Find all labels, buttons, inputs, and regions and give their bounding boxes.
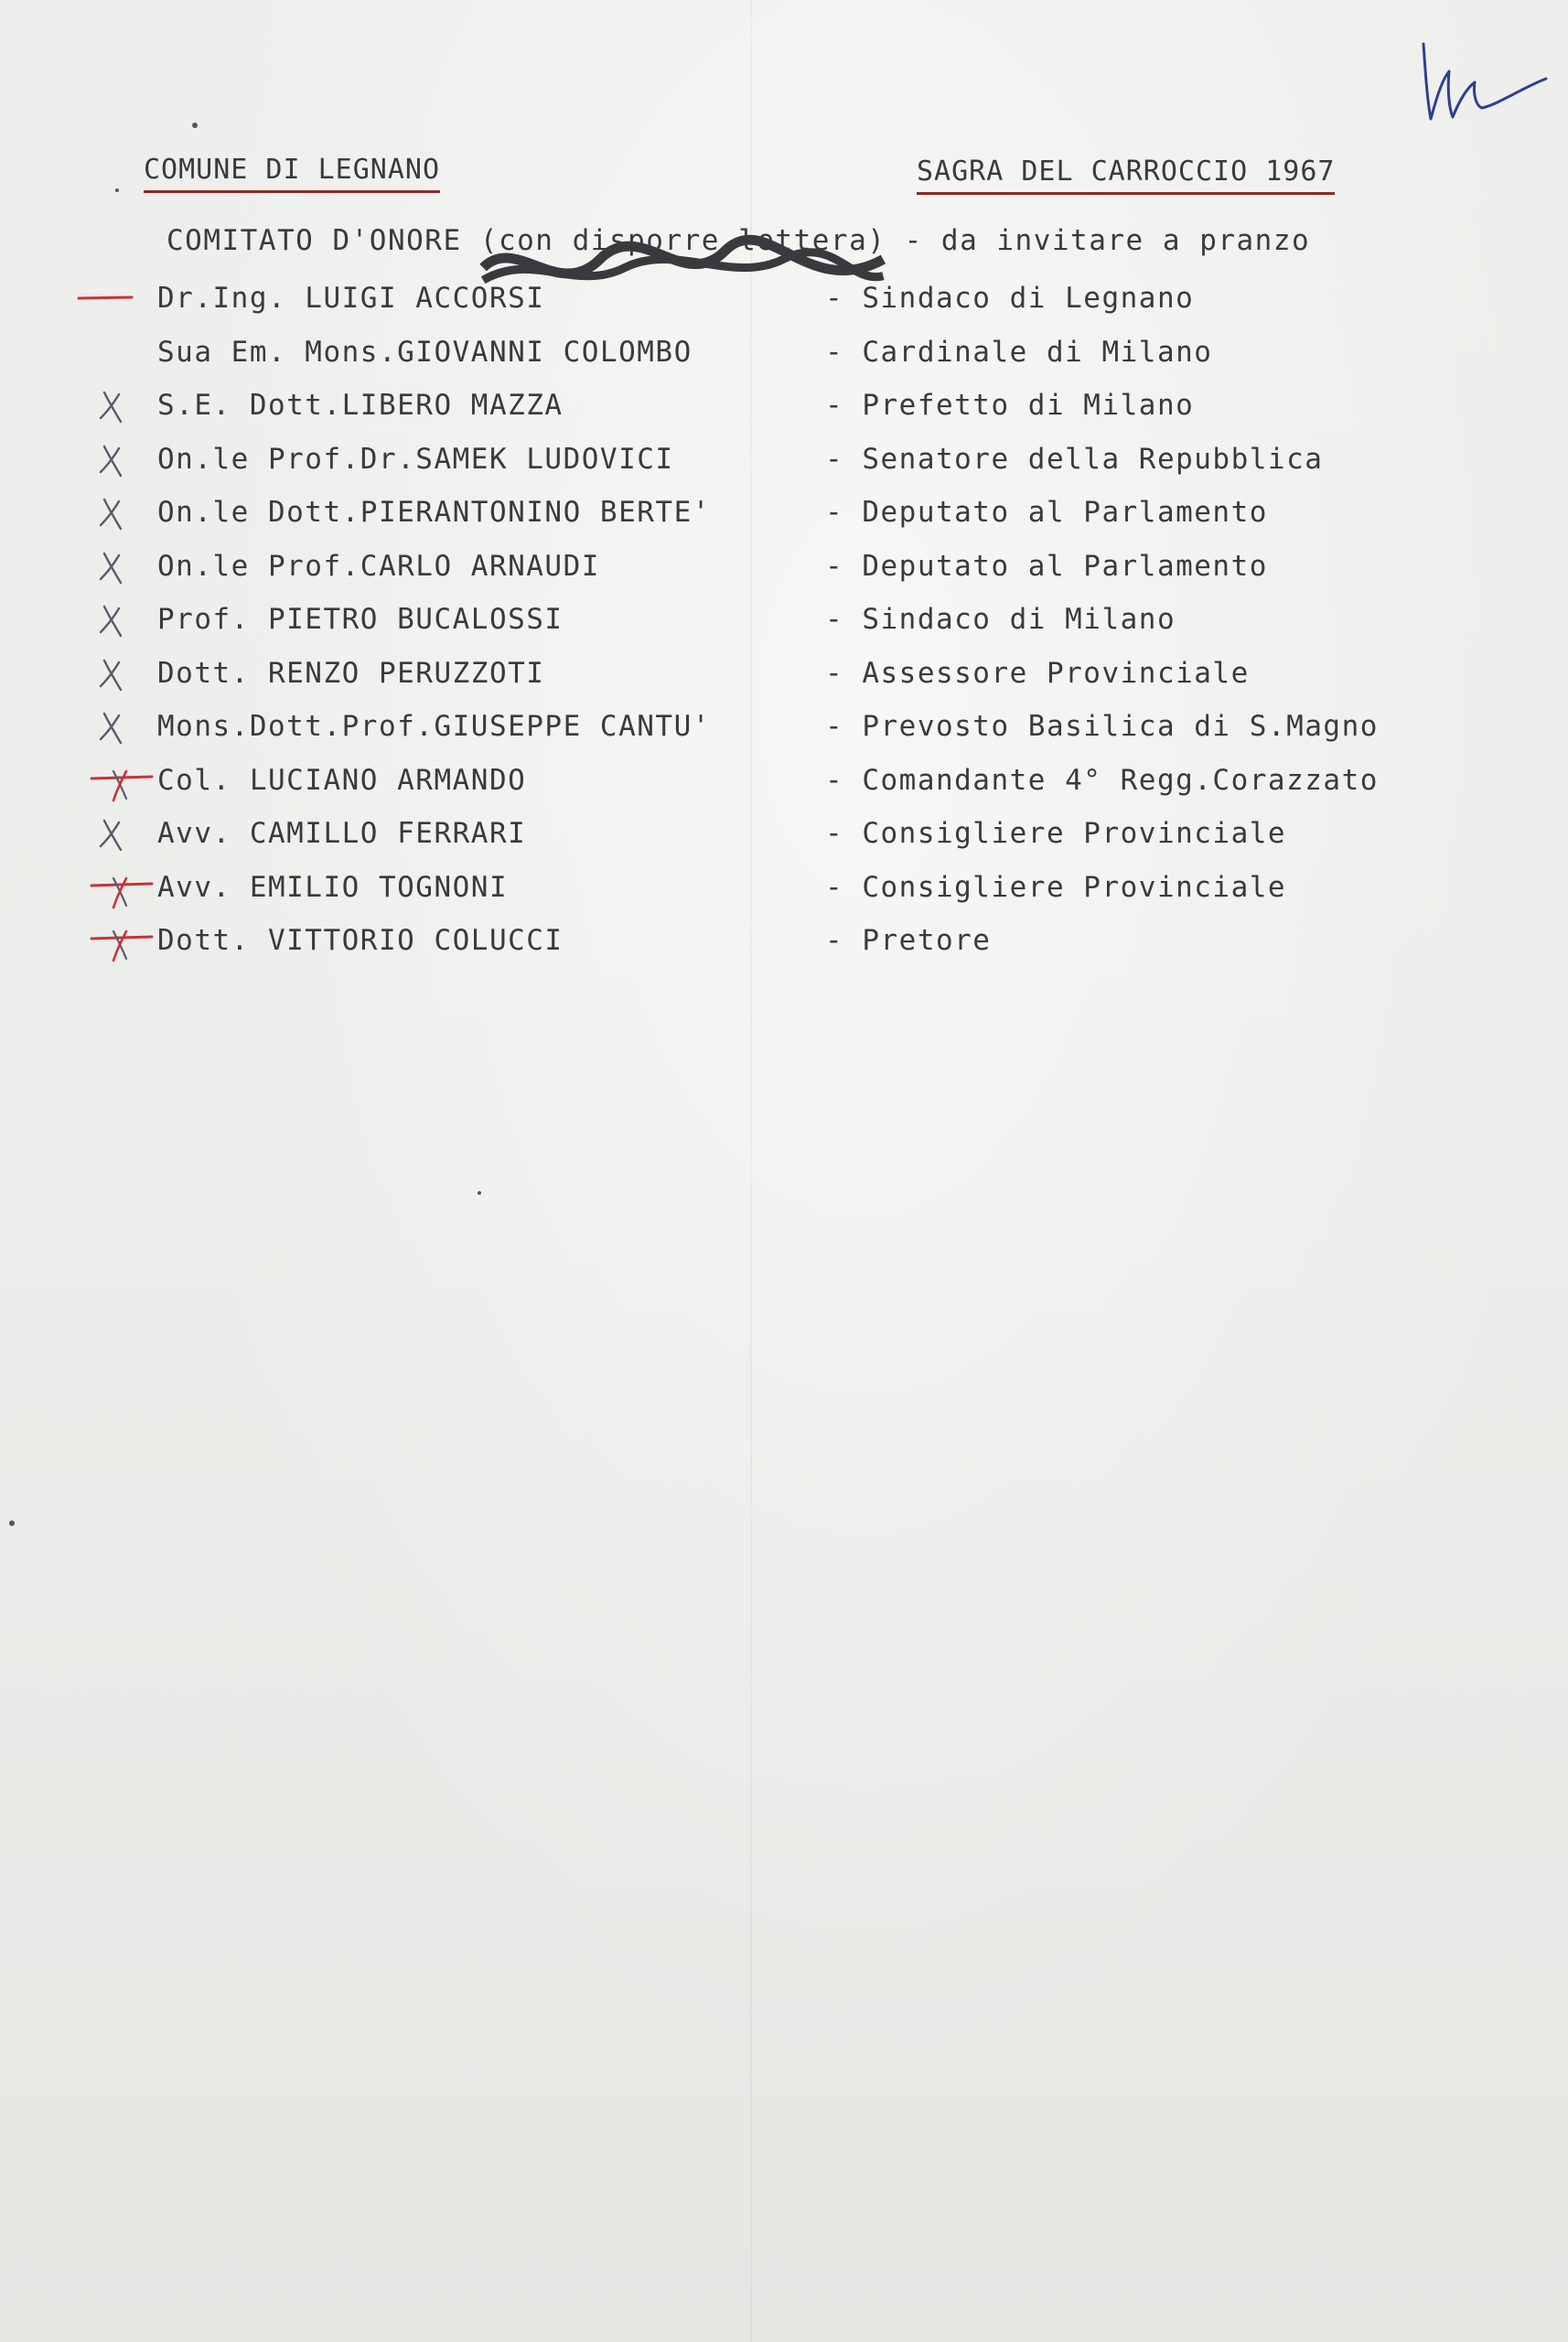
member-name: Dott. RENZO PERUZZOTI [157, 656, 545, 690]
red-cross-mark-icon [73, 865, 156, 909]
member-row [0, 596, 1568, 643]
member-name: Dott. VITTORIO COLUCCI [157, 924, 564, 957]
handwritten-initials-icon [1416, 35, 1553, 145]
member-role: - Sindaco di Legnano [825, 282, 1195, 315]
member-name: Mons.Dott.Prof.GIUSEPPE CANTU' [157, 710, 711, 743]
member-name: Col. LUCIANO ARMANDO [157, 763, 527, 797]
pencil-cross-mark-icon [73, 704, 156, 748]
pencil-cross-mark-icon [73, 597, 156, 641]
committee-suffix: - da invitare a pranzo [904, 224, 1311, 257]
struck-text: (con disporre lettera) [479, 224, 886, 257]
member-role: - Prevosto Basilica di S.Magno [825, 710, 1379, 743]
member-role: - Comandante 4° Regg.Corazzato [825, 763, 1379, 797]
member-row [0, 435, 1568, 483]
pencil-cross-mark-icon [73, 383, 156, 427]
member-role: - Assessore Provinciale [825, 656, 1250, 690]
member-row [0, 703, 1568, 750]
member-name: S.E. Dott.LIBERO MAZZA [157, 389, 564, 422]
member-row [0, 328, 1568, 376]
member-name: Sua Em. Mons.GIOVANNI COLOMBO [157, 335, 693, 369]
member-row [0, 650, 1568, 697]
member-name: Avv. EMILIO TOGNONI [157, 870, 509, 904]
member-role: - Cardinale di Milano [825, 335, 1213, 369]
paper-speck [192, 123, 198, 128]
paper-speck [115, 188, 119, 192]
document-header-event: SAGRA DEL CARROCCIO 1967 [917, 154, 1335, 195]
struck-annotation [480, 222, 886, 259]
red-dash-mark-icon [73, 276, 156, 320]
pencil-cross-mark-icon [73, 490, 156, 534]
red-cross-mark-icon [73, 919, 156, 962]
member-role: - Consigliere Provinciale [825, 870, 1287, 904]
committee-title: COMITATO D'ONORE [166, 224, 462, 257]
member-row [0, 757, 1568, 804]
pencil-cross-mark-icon [73, 651, 156, 695]
member-row [0, 864, 1568, 911]
member-row [0, 274, 1568, 322]
member-name: Dr.Ing. LUIGI ACCORSI [157, 282, 545, 315]
member-role: - Deputato al Parlamento [825, 549, 1268, 583]
member-role: - Senatore della Repubblica [825, 442, 1324, 476]
member-row [0, 917, 1568, 964]
member-role: - Pretore [825, 924, 992, 957]
red-cross-mark-icon [73, 758, 156, 802]
member-name: On.le Prof.Dr.SAMEK LUDOVICI [157, 442, 674, 476]
member-role: - Sindaco di Milano [825, 603, 1176, 636]
document-header-municipality: COMUNE DI LEGNANO [144, 152, 440, 193]
paper-speck [478, 1191, 481, 1195]
member-row [0, 381, 1568, 429]
pencil-cross-mark-icon [73, 544, 156, 588]
pencil-cross-mark-icon [73, 437, 156, 481]
member-row [0, 489, 1568, 536]
member-name: Avv. CAMILLO FERRARI [157, 817, 527, 850]
member-row [0, 810, 1568, 857]
paper-speck [9, 1520, 15, 1526]
member-role: - Consigliere Provinciale [825, 817, 1287, 850]
member-name: On.le Dott.PIERANTONINO BERTE' [157, 496, 711, 529]
member-row [0, 543, 1568, 590]
member-name: Prof. PIETRO BUCALOSSI [157, 603, 564, 636]
member-name: On.le Prof.CARLO ARNAUDI [157, 549, 600, 583]
committee-heading [166, 222, 1310, 259]
pencil-cross-mark-icon [73, 811, 156, 855]
member-role: - Prefetto di Milano [825, 389, 1195, 422]
member-role: - Deputato al Parlamento [825, 496, 1268, 529]
